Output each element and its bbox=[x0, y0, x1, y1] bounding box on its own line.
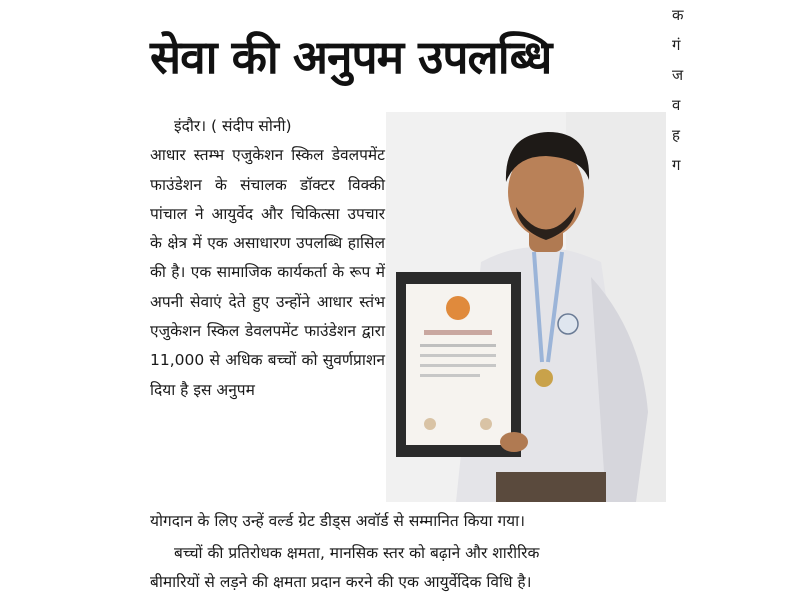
article-photo bbox=[386, 112, 666, 502]
edge-text: व bbox=[672, 96, 681, 114]
edge-text: गं bbox=[672, 36, 681, 54]
article-paragraph: आधार स्तम्भ एजुकेशन स्किल डेवलपमेंट फाउंडेशन के संचालक डॉक्टर विक्की पांचाल ने आयुर्वेद और चिकित्सा उपचार के क्षेत्र में एक असाधारण उपलब्धि हासिल की है। एक सामाजिक कार्यकर्ता के रूप में अपनी सेवाएं देते हुए उन्होंने आधार स्तंभ एजुकेशन स्किल डेवलपमेंट फाउंडेशन द्वारा 11,000 से अधिक बच्चों को सुवर्णप्राशन दिया है इस अनुपम bbox=[150, 146, 385, 399]
article-line: बीमारियों से लड़ने की क्षमता प्रदान करने की एक आयुर्वेदिक विधि है। bbox=[150, 573, 532, 591]
dateline: इंदौर। ( संदीप सोनी) bbox=[174, 117, 292, 135]
medal-shape bbox=[535, 369, 553, 387]
edge-text: ह bbox=[672, 126, 680, 144]
article-column bbox=[150, 112, 385, 405]
edge-text: ग bbox=[672, 156, 681, 174]
certificate-seal bbox=[446, 296, 470, 320]
edge-text: ज bbox=[672, 66, 684, 84]
edge-text: क bbox=[672, 6, 684, 24]
article-line: योगदान के लिए उन्हें वर्ल्ड ग्रेट डीड्स अवॉर्ड से सम्मानित किया गया। bbox=[150, 512, 526, 530]
adjacent-column-fragment bbox=[672, 0, 702, 180]
headline: सेवा की अनुपम उपलब्धि bbox=[150, 30, 552, 84]
article-line: बच्चों की प्रतिरोधक क्षमता, मानसिक स्तर को बढ़ाने और शारीरिक bbox=[174, 544, 540, 562]
photo-illustration bbox=[386, 112, 666, 502]
